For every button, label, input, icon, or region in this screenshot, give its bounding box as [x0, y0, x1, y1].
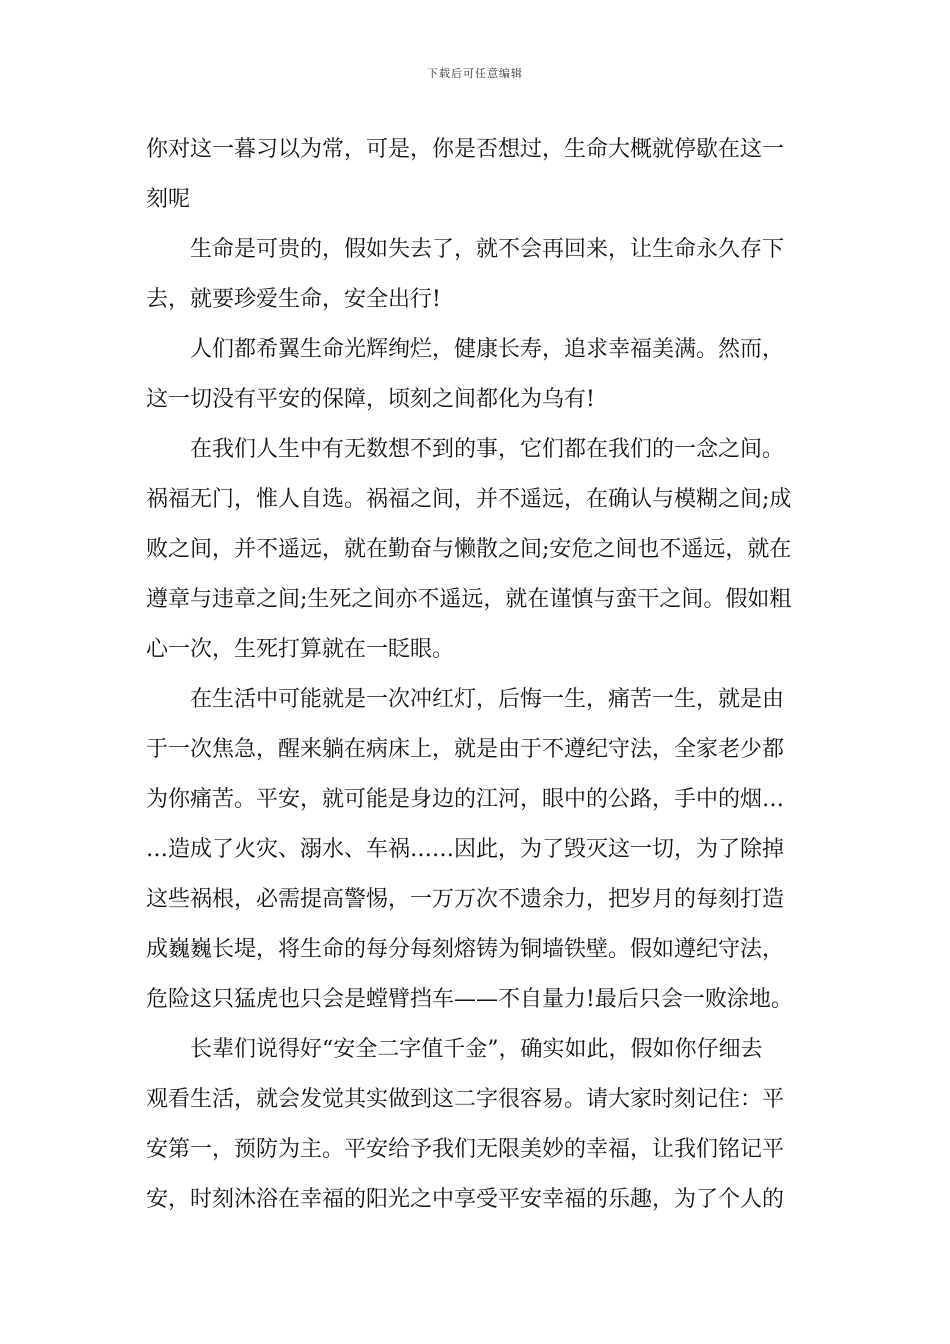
text-line: 于一次焦急，醒来躺在病床上，就是由于不遵纪守法，全家老少都	[146, 737, 785, 762]
text-line: 这一切没有平安的保障，顷刻之间都化为乌有!	[146, 387, 595, 412]
text-line: 你对这一暮习以为常，可是，你是否想过，生命大概就停歇在这一	[146, 137, 785, 162]
paragraph-start-line: 人们都希翼生命光辉绚烂，健康长寿，追求幸福美满。然而，	[190, 337, 785, 362]
text-line: 遵章与违章之间;生死之间亦不遥远，就在谨慎与蛮干之间。假如粗	[146, 587, 792, 612]
paragraph-start-line: 在生活中可能就是一次冲红灯，后悔一生，痛苦一生，就是由	[190, 687, 785, 712]
text-line: 这些祸根，必需提高警惕，一万万次不遗余力，把岁月的每刻打造	[146, 887, 785, 912]
paragraph-start-line: 长辈们说得好“安全二字值千金”，确实如此，假如你仔细去	[190, 1037, 763, 1062]
text-line: …造成了火灾、溺水、车祸……因此，为了毁灭这一切，为了除掉	[146, 837, 785, 862]
text-line: 成巍巍长堤，将生命的每分每刻熔铸为铜墙铁壁。假如遵纪守法，	[146, 937, 785, 962]
document-body	[146, 125, 806, 1225]
text-line: 心一次，生死打算就在一眨眼。	[146, 637, 455, 662]
text-line: 观看生活，就会发觉其实做到这二字很容易。请大家时刻记住：平	[146, 1087, 785, 1112]
text-line: 为你痛苦。平安，就可能是身边的江河，眼中的公路，手中的烟…	[146, 787, 785, 812]
text-line: 安第一，预防为主。平安给予我们无限美妙的幸福，让我们铭记平	[146, 1137, 785, 1162]
text-line: 祸福无门，惟人自选。祸福之间，并不遥远，在确认与模糊之间;成	[146, 487, 792, 512]
text-line: 危险这只猛虎也只会是螳臂挡车——不自量力!最后只会一败涂地。	[146, 987, 793, 1012]
text-line: 刻呢	[146, 187, 191, 212]
text-line: 败之间，并不遥远，就在勤奋与懒散之间;安危之间也不遥远，就在	[146, 537, 792, 562]
text-line: 去，就要珍爱生命，安全出行!	[146, 287, 441, 312]
page-header: 下载后可任意编辑	[427, 67, 523, 80]
text-line: 安，时刻沐浴在幸福的阳光之中享受平安幸福的乐趣，为了个人的	[146, 1187, 785, 1212]
paragraph-start-line: 在我们人生中有无数想不到的事，它们都在我们的一念之间。	[190, 437, 785, 462]
paragraph-start-line: 生命是可贵的，假如失去了，就不会再回来，让生命永久存下	[190, 237, 785, 262]
